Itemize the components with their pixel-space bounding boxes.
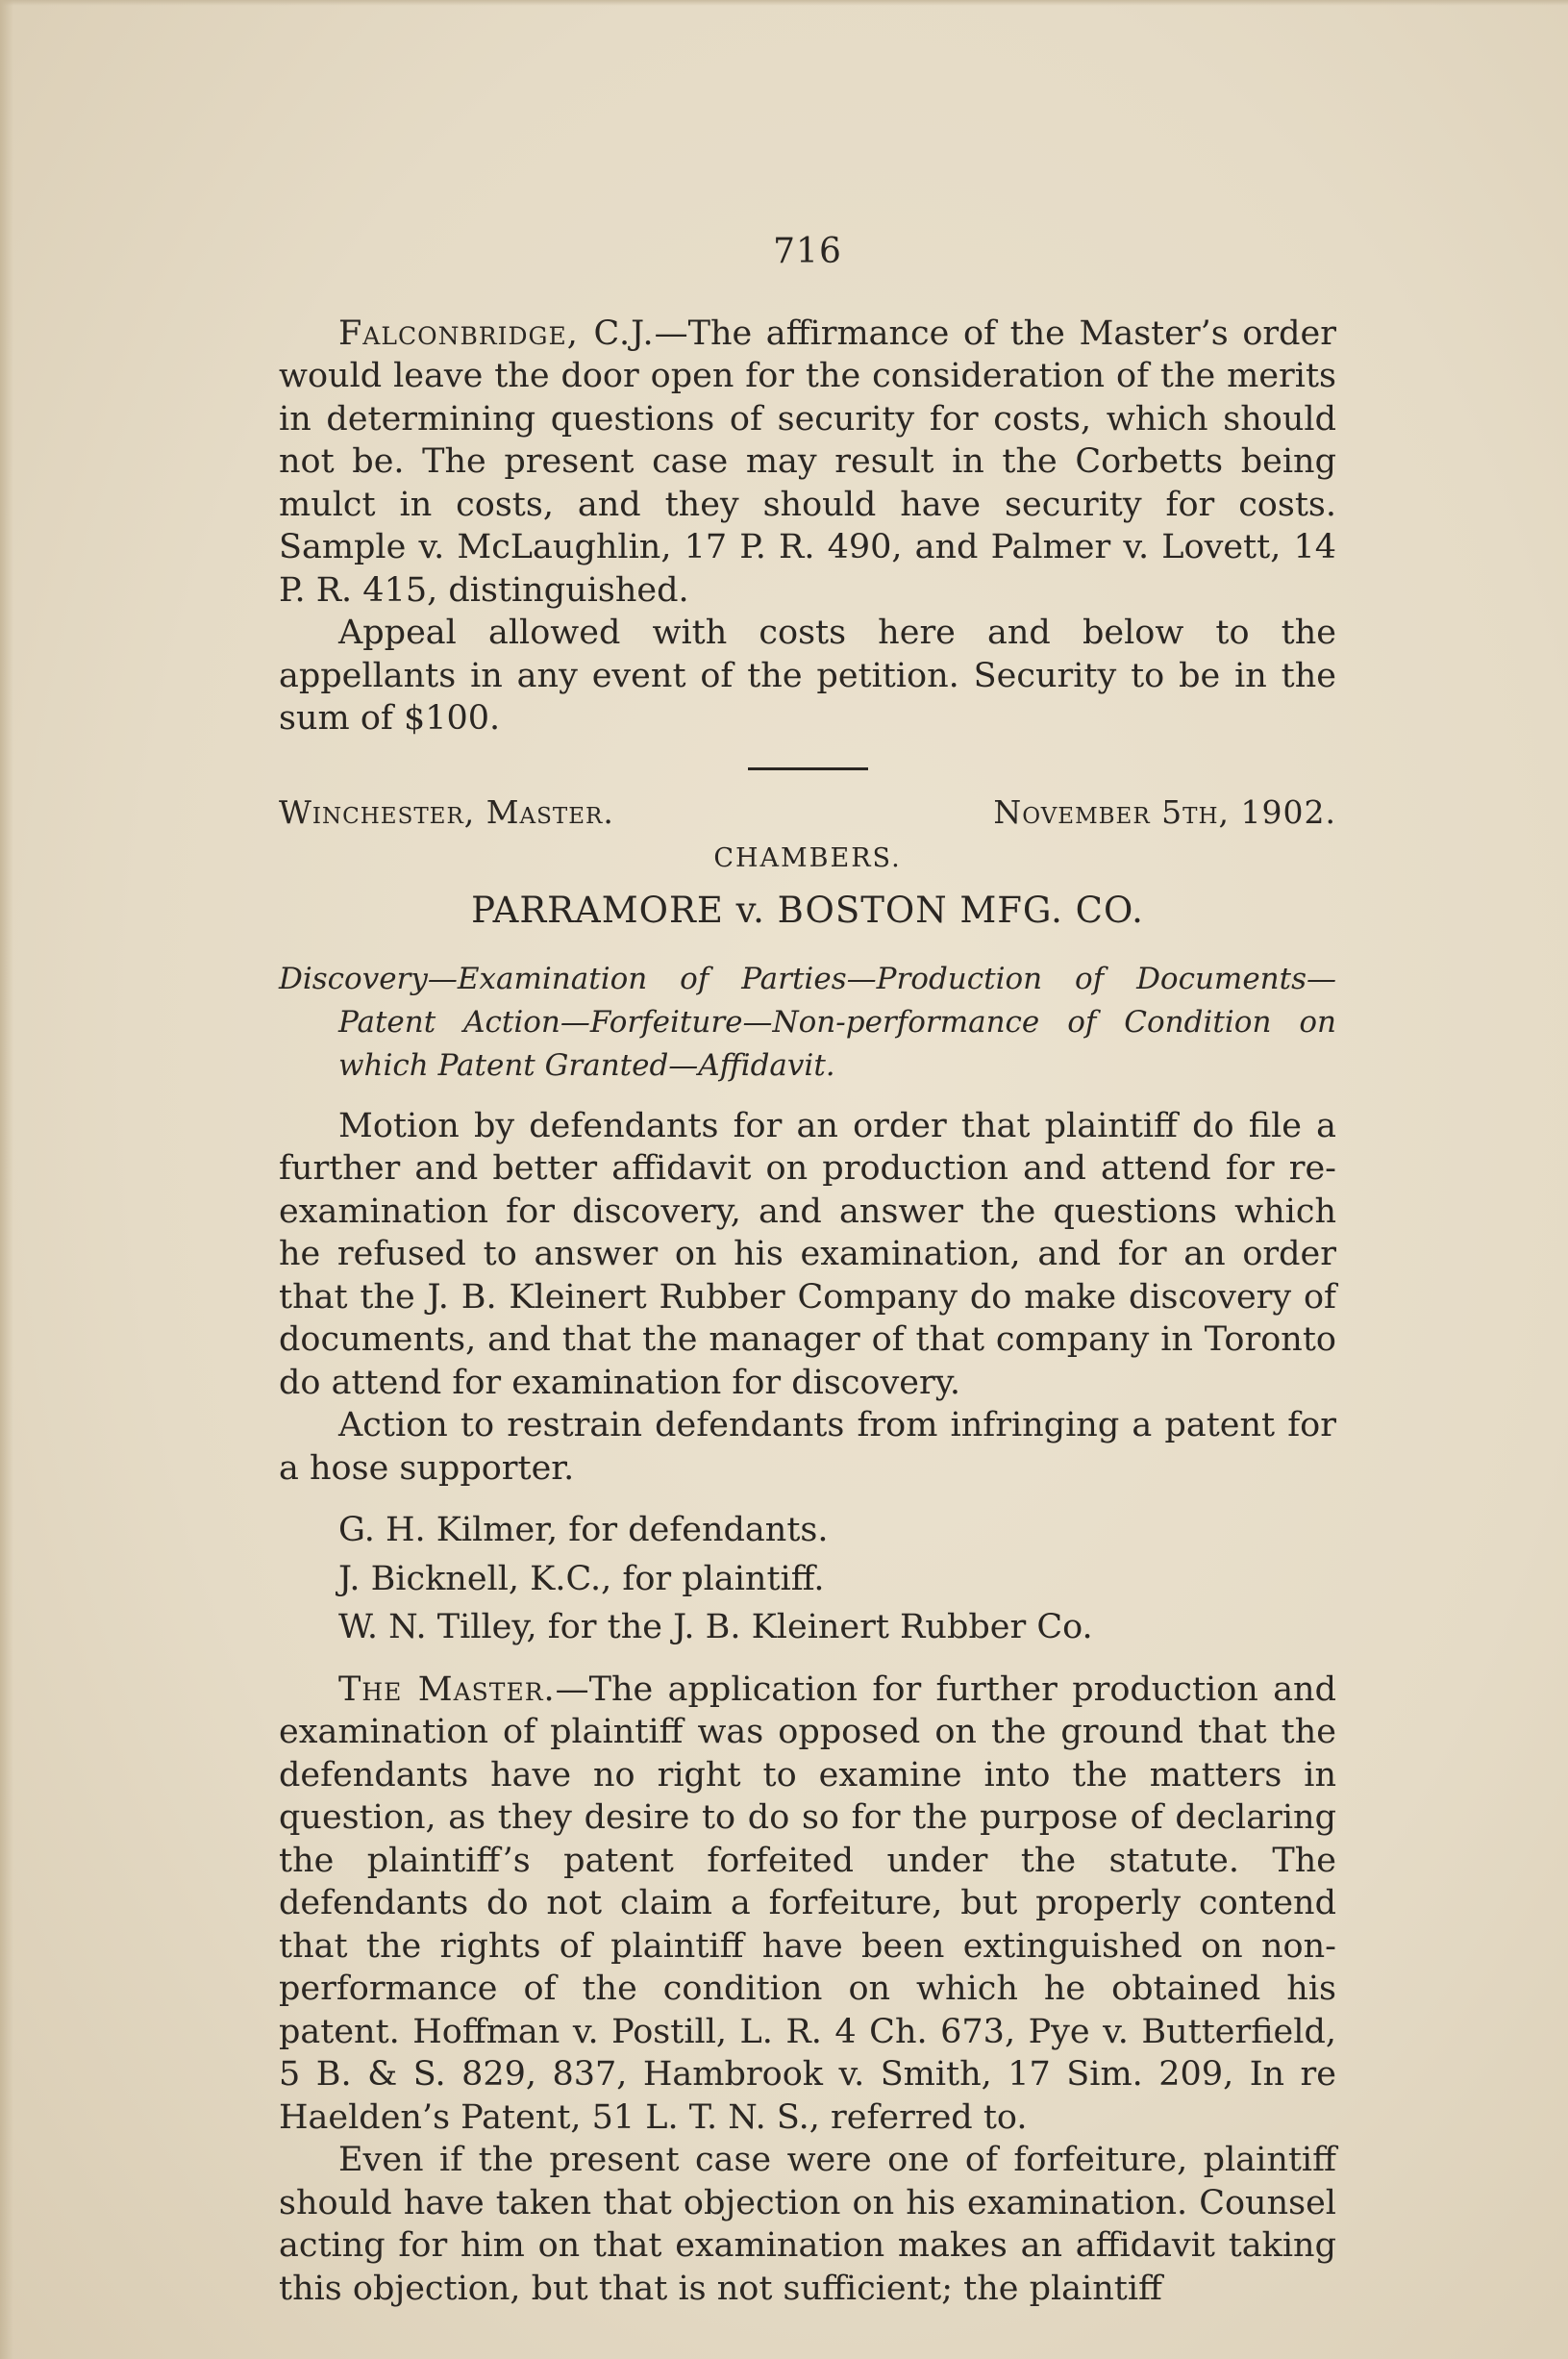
top-edge-shadow	[0, 0, 1568, 6]
spacer	[279, 1490, 1336, 1503]
judgment-paragraph	[279, 1669, 1336, 2140]
spacer	[279, 1655, 1336, 1669]
action-paragraph: Action to restrain defendants from infringing a patent for a hose supporter.	[279, 1406, 1336, 1488]
disposition-paragraph: Appeal allowed with costs here and below to the appellants in any event of the petition. Security to be in the sum of $100.	[279, 614, 1336, 738]
judgment-paragraph-2: Even if the present case were one of forfeiture, plaintiff should have taken that objection on his examination. Counsel acting for him on that examination makes an affidavit taking this objection, but that is not sufficient; the plaintiff	[279, 2141, 1336, 2308]
case-header-line	[279, 793, 1336, 832]
opening-judgment-text: —The affirmance of the Master’s order would leave the door open for the consideration of the merits in determining questions of security for costs, which should not be. The present case may result in the Corbetts being mulct in costs, and they should have security for costs. Sample v. McLaughlin, 17 P. R. 490, and Palmer v. Lovett, 14 P. R. 415, distinguished.	[279, 314, 1336, 610]
page-number: 716	[773, 232, 842, 271]
judge-name: Falconbridge, C.J.	[338, 314, 655, 353]
case-date: November 5th, 1902.	[993, 792, 1336, 831]
binding-edge-shadow	[0, 0, 13, 2359]
judgment-text: —The application for further production and examination of plaintiff was opposed on the ground that the defendants have no right to examine into the matters in question, as they desire to do so for the purpose of declaring the plaintiff’s patent forfeited under the statute. The defendants do not claim a forfeiture, but properly contend that the rights of plaintiff have been extinguished on non-performance of the condition on which he obtained his patent. Hoffman v. Postill, L. R. 4 Ch. 673, Pye v. Butterfield, 5 B. & S. 829, 837, Hambrook v. Smith, 17 Sim. 209, In re Haelden’s Patent, 51 L. T. N. S., referred to.	[279, 1669, 1337, 2137]
motion-paragraph: Motion by defendants for an order that plaintiff do file a further and better affidavit on production and attend for re-examination for discovery, and answer the questions which he refused to answer on his examination, and for an order that the J. B. Kleinert Rubber Company do make discovery of documents, and that the manager of that company in Toronto do attend for examination for discovery.	[279, 1106, 1336, 1402]
opening-judgment-paragraph	[279, 313, 1336, 613]
master-speaker: The Master.	[338, 1669, 556, 1709]
counsel-line: W. N. Tilley, for the J. B. Kleinert Rubber Co.	[338, 1608, 1093, 1646]
counsel-line: J. Bicknell, K.C., for plaintiff.	[338, 1559, 825, 1598]
page-content	[279, 231, 1336, 2310]
counsel-line: G. H. Kilmer, for defendants.	[338, 1511, 829, 1549]
headnote: Discovery—Examination of Parties—Production of Documents—Patent Action—Forfeiture—Non-performance of Condition on which Patent Granted—Affidavit.	[279, 961, 1336, 1083]
court-label: CHAMBERS.	[713, 842, 902, 873]
section-divider	[748, 767, 868, 770]
case-title: PARRAMORE v. BOSTON MFG. CO.	[471, 890, 1144, 931]
case-judge: Winchester, Master.	[279, 792, 614, 831]
